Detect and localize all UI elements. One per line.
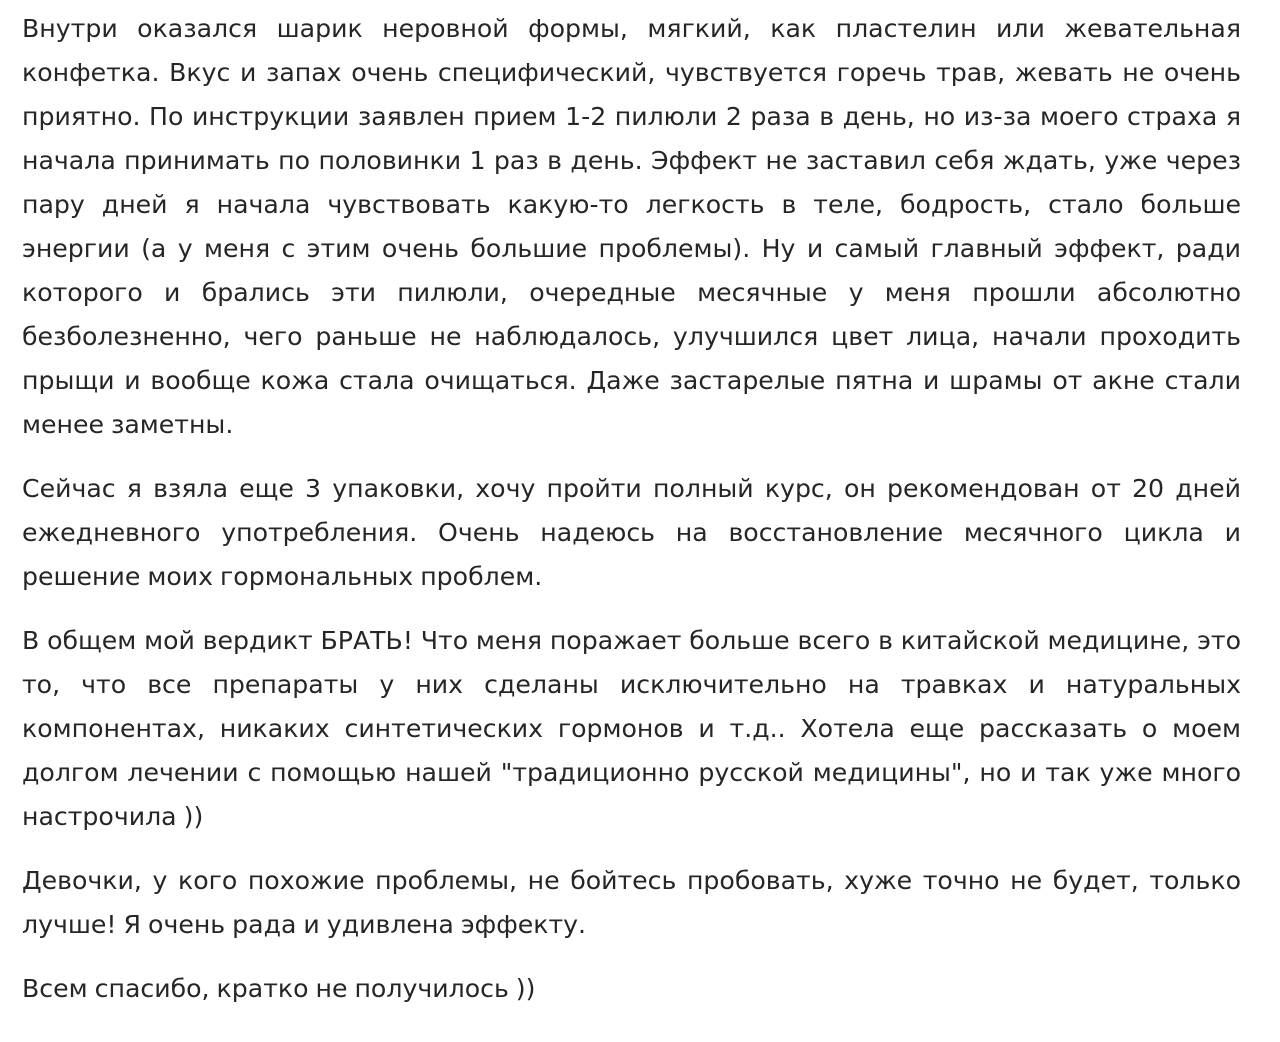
review-body [22,7,1241,1011]
review-paragraph-course: Сейчас я взяла еще 3 упаковки, хочу пройти полный курс, он рекомендован от 20 дней ежедневного употребления. Очень надеюсь на восстановление месячного цикла и решение моих гормональных проблем. [22,474,1241,591]
review-paragraph-verdict: В общем мой вердикт БРАТЬ! Что меня поражает больше всего в китайской медицине, это то, что все препараты у них сделаны исключительно на травках и натуральных компонентах, никаких синтетических гормонов и т.д.. Хотела еще рассказать о моем долгом лечении с помощью нашей "традиционно русской медицины", но и так уже много настрочила )) [22,626,1241,831]
review-paragraph-advice: Девочки, у кого похожие проблемы, не бойтесь пробовать, хуже точно не будет, только лучше! Я очень рада и удивлена эффекту. [22,866,1241,939]
review-paragraph-effects: Внутри оказался шарик неровной формы, мягкий, как пластелин или жевательная конфетка. Вкус и запах очень специфический, чувствуется горечь трав, жевать не очень приятно. По инструкции заявлен прием 1-2 пилюли 2 раза в день, но из-за моего страха я начала принимать по половинки 1 раз в день. Эффект не заставил себя ждать, уже через пару дней я начала чувствовать какую-то легкость в теле, бодрость, стало больше энергии (а у меня с этим очень большие проблемы). Ну и самый главный эффект, ради которого и брались эти пилюли, очередные месячные у меня прошли абсолютно безболезненно, чего раньше не наблюдалось, улучшился цвет лица, начали проходить прыщи и вообще кожа стала очищаться. Даже застарелые пятна и шрамы от акне стали менее заметны. [22,14,1241,439]
review-paragraph-closing: Всем спасибо, кратко не получилось )) [22,974,536,1003]
